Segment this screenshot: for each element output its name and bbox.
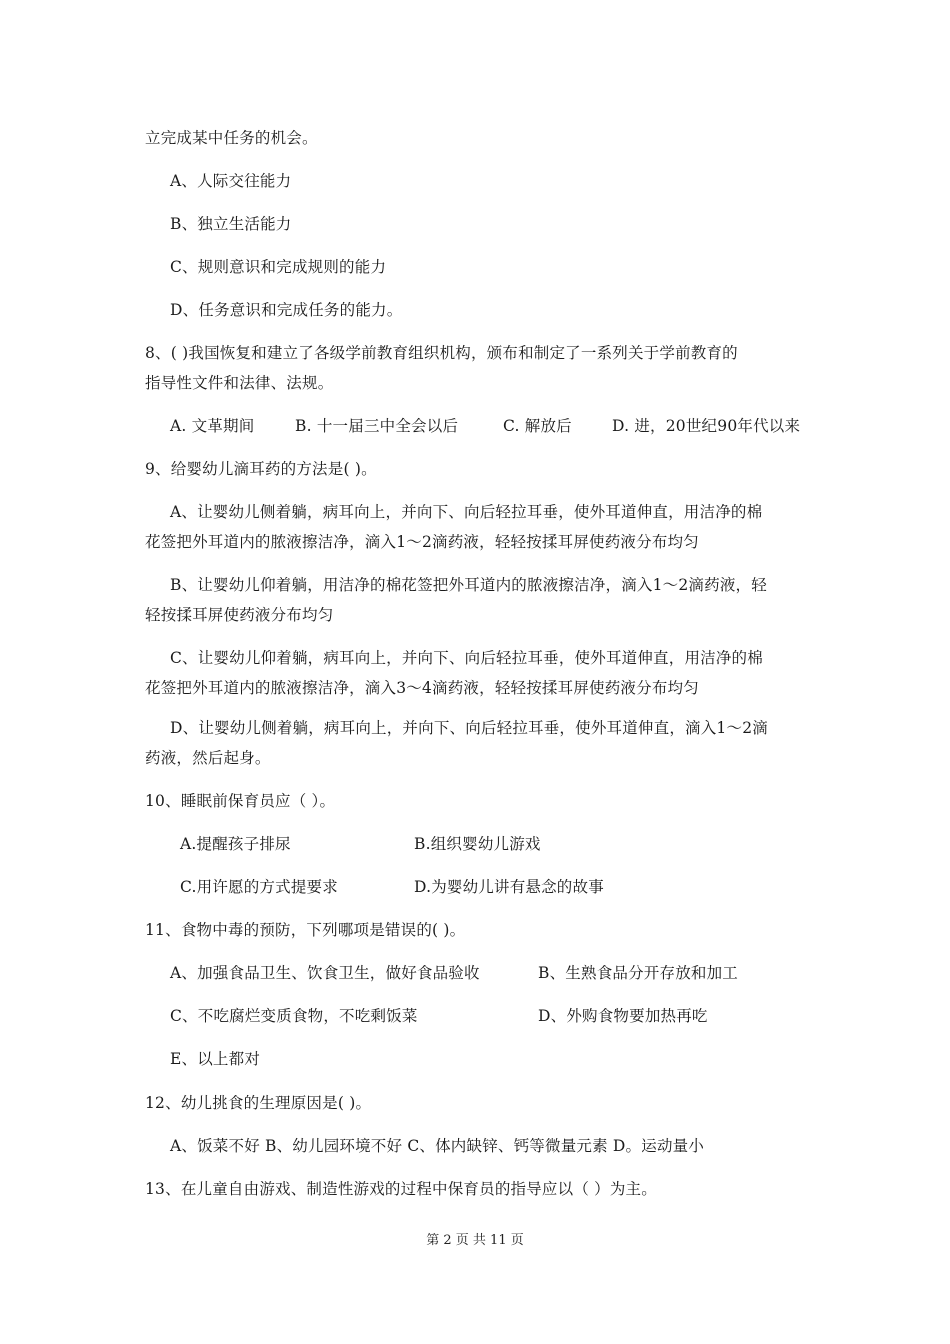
q7-option-a: A、人际交往能力: [170, 172, 292, 190]
q11-option-c: C、不吃腐烂变质食物，不吃剩饭菜: [170, 1007, 418, 1025]
q9-option-a-cont: 花签把外耳道内的脓液擦洁净，滴入1～2滴药液，轻轻按揉耳屏使药液分布均匀: [145, 533, 699, 551]
question-10-text: 10、睡眠前保育员应（ ）。: [145, 792, 336, 810]
question-7-continuation: 立完成某中任务的机会。: [145, 129, 318, 147]
q9-option-b: B、让婴幼儿仰着躺，用洁净的棉花签把外耳道内的脓液擦洁净，滴入1～2滴药液，轻: [170, 576, 767, 594]
q11-option-b: B、生熟食品分开存放和加工: [538, 964, 738, 982]
q8-option-c: C. 解放后: [503, 417, 572, 435]
question-8-text: 8、( )我国恢复和建立了各级学前教育组织机构，颁布和制定了一系列关于学前教育的: [145, 344, 738, 362]
q11-option-e: E、以上都对: [170, 1050, 261, 1068]
q9-option-a: A、让婴幼儿侧着躺，病耳向上，并向下、向后轻拉耳垂，使外耳道伸直，用洁净的棉: [170, 503, 763, 521]
question-8-text-cont: 指导性文件和法律、法规。: [145, 374, 334, 392]
q11-option-a: A、加强食品卫生、饮食卫生，做好食品验收: [170, 964, 480, 982]
q8-option-a: A. 文革期间: [170, 417, 255, 435]
q7-option-c: C、规则意识和完成规则的能力: [170, 258, 387, 276]
q10-option-c: C.用许愿的方式提要求: [180, 878, 338, 896]
q11-option-d: D、外购食物要加热再吃: [538, 1007, 708, 1025]
question-11-text: 11、食物中毒的预防，下列哪项是错误的( )。: [145, 921, 466, 939]
q9-option-c-cont: 花签把外耳道内的脓液擦洁净，滴入3～4滴药液，轻轻按揉耳屏使药液分布均匀: [145, 679, 699, 697]
q12-options: A、饭菜不好 B、幼儿园环境不好 C、体内缺锌、钙等微量元素 D。运动量小: [170, 1137, 705, 1155]
question-13-text: 13、在儿童自由游戏、制造性游戏的过程中保育员的指导应以（ ）为主。: [145, 1180, 657, 1198]
q9-option-c: C、让婴幼儿仰着躺，病耳向上，并向下、向后轻拉耳垂，使外耳道伸直，用洁净的棉: [170, 649, 763, 667]
q7-option-b: B、独立生活能力: [170, 215, 292, 233]
q10-option-a: A.提醒孩子排尿: [180, 835, 291, 853]
question-12-text: 12、幼儿挑食的生理原因是( )。: [145, 1094, 372, 1112]
q10-option-d: D.为婴幼儿讲有悬念的故事: [414, 878, 604, 896]
q7-option-d: D、任务意识和完成任务的能力。: [170, 301, 403, 319]
page-number-footer: 第 2 页 共 11 页: [426, 1233, 524, 1248]
q9-option-d: D、让婴幼儿侧着躺，病耳向上，并向下、向后轻拉耳垂，使外耳道伸直，滴入1～2滴: [170, 719, 768, 737]
question-9-text: 9、给婴幼儿滴耳药的方法是( )。: [145, 460, 377, 478]
q9-option-b-cont: 轻按揉耳屏使药液分布均匀: [145, 606, 334, 624]
q10-option-b: B.组织婴幼儿游戏: [414, 835, 541, 853]
q8-option-b: B. 十一届三中全会以后: [295, 417, 459, 435]
q8-option-d: D. 进，20世纪90年代以来: [612, 417, 801, 435]
q9-option-d-cont: 药液，然后起身。: [145, 749, 271, 767]
